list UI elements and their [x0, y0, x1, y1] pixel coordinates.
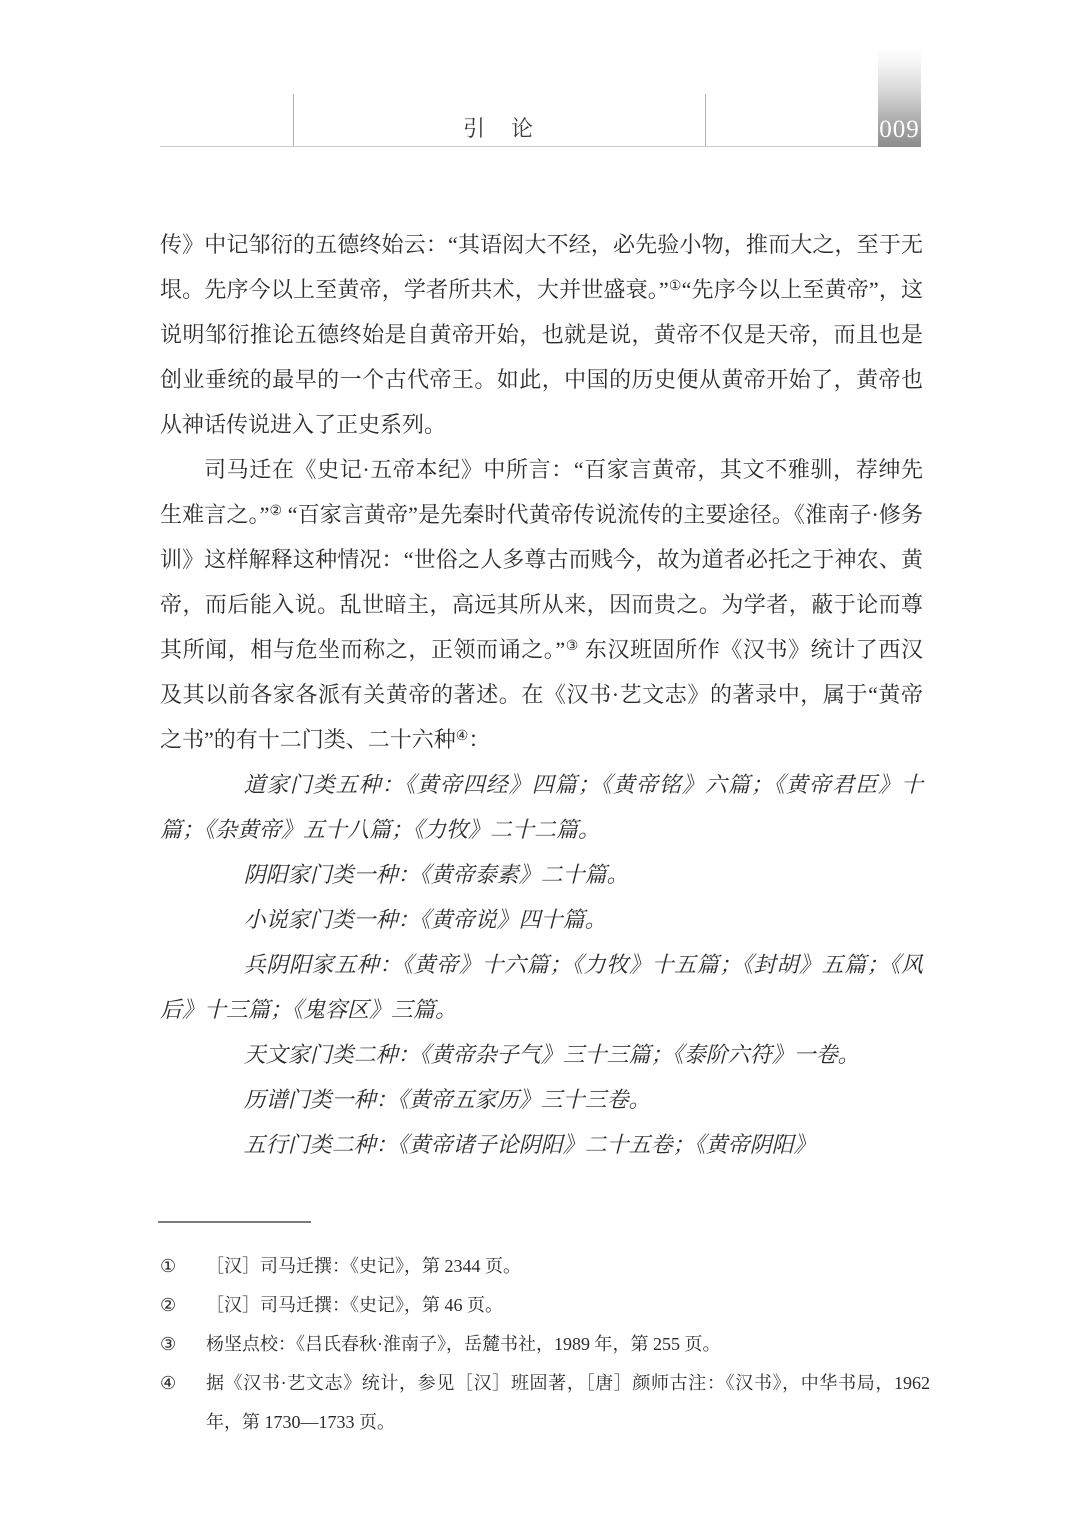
footnote-reference: ③	[565, 639, 579, 654]
footnote-reference: ②	[269, 504, 283, 519]
footnote-reference: ④	[455, 729, 469, 744]
quote-paragraph: 历谱门类一种：《黄帝五家历》三十三卷。	[243, 1087, 651, 1112]
footnote-divider	[158, 1221, 311, 1223]
quote-paragraph: 五行门类二种：《黄帝诸子论阴阳》二十五卷；《黄帝阴阳》	[243, 1132, 816, 1157]
quote-paragraph: 道家门类五种：《黄帝四经》四篇；《黄帝铭》六篇；《黄帝君臣》十篇；《杂黄帝》五十八篇；《力牧》二十二篇。	[160, 772, 923, 842]
body-text	[160, 222, 923, 1167]
quote-paragraph: 小说家门类一种：《黄帝说》四十篇。	[243, 907, 607, 932]
footnote-reference: ①	[668, 279, 682, 294]
quote-paragraph: 兵阴阳家五种：《黄帝》十六篇；《力牧》十五篇；《封胡》五篇；《风后》十三篇；《鬼容区》三篇。	[160, 952, 923, 1022]
paragraph: 司马迁在《史记·五帝本纪》中所言：“百家言黄帝，其文不雅驯，荐绅先生难言之。”② “百家言黄帝”是先秦时代黄帝传说流传的主要途径。《淮南子·修务训》这样解释这种情况：“世俗之人多尊古而贱今，故为道者必托之于神农、黄帝，而后能入说。乱世暗主，高远其所从来，因而贵之。为学者，蔽于论而尊其所闻，相与危坐而称之，正领而诵之。”③ 东汉班固所作《汉书》统计了西汉及其以前各家各派有关黄帝的著述。在《汉书·艺文志》的著录中，属于“黄帝之书”的有十二门类、二十六种④：	[160, 457, 924, 752]
quote-paragraph: 阴阳家门类一种：《黄帝泰素》二十篇。	[243, 862, 629, 887]
footnote-marker: ④	[160, 1373, 177, 1393]
footnote-marker: ③	[160, 1334, 177, 1354]
footnote-marker: ①	[160, 1256, 177, 1276]
footnote-text: ［汉］司马迁撰：《史记》，第 2344 页。	[206, 1256, 521, 1276]
footnote-item	[160, 1325, 930, 1364]
quote-paragraph: 天文家门类二种：《黄帝杂子气》三十三篇；《泰阶六符》一卷。	[243, 1042, 860, 1067]
header-tick-right-icon	[705, 94, 706, 146]
paragraph: 传》中记邹衍的五德终始云：“其语闳大不经，必先验小物，推而大之，至于无垠。先序今以上至黄帝，学者所共术，大并世盛衰。”①“先序今以上至黄帝”，这说明邹衍推论五德终始是自黄帝开始，也就是说，黄帝不仅是天帝，而且也是创业垂统的最早的一个古代帝王。如此，中国的历史便从黄帝开始了，黄帝也从神话传说进入了正史系列。	[160, 232, 923, 437]
running-head-title: 引 论	[462, 116, 535, 141]
header-rule	[160, 146, 921, 147]
footnote-item	[160, 1247, 930, 1286]
footnote-text: ［汉］司马迁撰：《史记》，第 46 页。	[206, 1295, 503, 1315]
footnote-item	[160, 1364, 930, 1442]
footnotes	[160, 1247, 930, 1442]
footnote-item	[160, 1286, 930, 1325]
footnote-marker: ②	[160, 1295, 177, 1315]
page-number: 009	[879, 116, 920, 143]
footnote-text: 据《汉书·艺文志》统计，参见［汉］班固著，［唐］颜师古注：《汉书》，中华书局，1962 年，第 1730—1733 页。	[206, 1373, 930, 1432]
page-number-bar	[878, 48, 921, 147]
footnote-text: 杨坚点校：《吕氏春秋·淮南子》，岳麓书社，1989 年，第 255 页。	[206, 1334, 721, 1354]
